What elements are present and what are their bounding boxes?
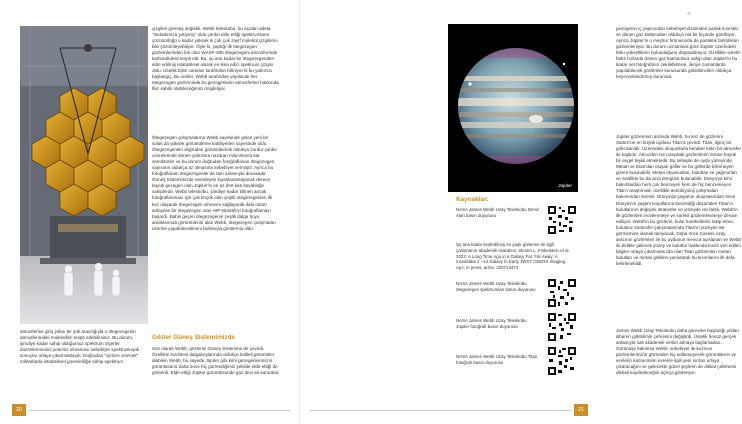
qr-code-icon[interactable] (547, 205, 577, 235)
sparkle-icon: ✦ (686, 11, 692, 18)
telescope-mirror-photo (20, 26, 148, 324)
left-column-top-paragraph: çizgileri görmüş değildik. Webb teleskobu, bu açıdan adeta "imdadımıza yetişmiş" oldu çünkü elde ettiği spektrumların çözünürlüğü o kadar yüksek ki çok çok zayıf molekül çizgilerini bile çözümleyebiliyor. Öyle ki, yaptığı ilk ötegezegen gözlemlerinden biri olan WASP-39b ötegezegeni atmosferinde karbondioksit tespit etti. Bu, şu ana kadar bir ötegezegenden elde edilmiş istatistiksel olarak en ikna edici spektrum çizgisi oldu. Üstelik bilim camiası tarafından bilmiyor ki bu yalnızca başlangıç. Bu veriler, Webb tarafından yapılacak her ötegezegen gözleminde bu gezegenlerin atmosferleri hakkında fikir sahibi olabileceğimizi müjdeliyor. (152, 26, 279, 92)
page-number-right: 21 (574, 404, 588, 416)
source-item: NASA James Webb Uzay Teleskobu Deniz Alan basın duyurusu (456, 207, 540, 218)
left-caption-paragraph: atmosferine giriş yılları bir yük aracılığıyla o ötegezegenin atmosferindeki molekülleri tespit edebilirsiniz. Bu durum, şimdiye kadar sahip olduğumuz spektrum ölçerler düzenlenmesini yetersiz olmaması sebebiyle spektroskopik sonuçlar ortaya çıkarmaktaydı. Doğrudan "içimize sinecek" miktarlarda istatistiksel güvenirliliğe sahip spektrum (20, 329, 140, 365)
qr-code-icon[interactable] (547, 312, 577, 342)
source-item: NASA James Webb Uzay Teleskobu Jüpiter fotoğrafı basın duyurusu (456, 318, 527, 329)
source-item: NASA James Webb Uzay Teleskobu ötegezegen spektrumları basın duyurusu (456, 281, 536, 292)
source-item: NASA James Webb Uzay Teleskobu Titan fotoğrafı basın duyurusu (456, 354, 538, 365)
footer-rule-left (28, 410, 290, 411)
right-column-mid-paragraph: Jüpiter gözleminin ardında Webb, bu kez de gözlerini Satürn'ün en büyük uydusu Titan'a çevirdi. Titan, ilginç bir gökcisimidir. Üzerindeki oluşumlarla beraber kalın bir atmosfer ile kaplıdır. Atmosferi ise uzaydaki gözlemlerin önüne büyük bir engel teşkil etmektedir. Bu sebeple de uydu yüzeyinde Metan ve Etan'dan oluşan göller ve bu göllerde bilinmeyen gizem bulunabilir. Metan okyanusları, buluttan ve yağmurları ve özellikle bu da azot döngüsü bulunabilir. Dünya'ya kimi bakımlardan hem çok benzeyen hem de hiç benzemeyen Titan'ı araştırmak, özellikle astrobiyoloji çalışmaları bakımından önemli. Dünya'da yaşamın oluşmasından önce Dünya'nın yaşam koşullarına benzediği düşünülen Titan'ın bulutlarının değişimi stratosfer ve yüzeyde ise farklı, Webb'in ilk gözlemleri incelenmeye ve sürekli gözlemlenmeye devam ediliyor. Webb'in bu gözlemi, bulut hareketlerini takip etme, bulutsuz stratosfer çalışmalarında Titan'ın yüzeyini ise görmemize olanak tanıyacak. Daha önce Cassini uzay aracının gözlemleri ile bu uydunun mevcut açıklanan ve Webb ile birlikte gelecek yüzey ve bulutlar hakkında kısıtlı veri edilen bilgiler ortaya çıkarmamızda olan Titan gözleminin metan bulutları ve metan göllerin yansıtarak bu kısımlarını ilk defa belirlenebildi. (616, 134, 742, 266)
telescope-illustration (20, 26, 148, 324)
left-column-mid-paragraph: Ötegezegen çalışmalarına Webb sayesinde gelen yeni bir soluk da yüksek görüntüleme kabiliyetleri sayesinde oldu. Ötegezegenleri doğrudan görüntülemek oldukça zordur çünkü cevrelerinde dönen yıldızlara nazaran milyonlarca kat sönüktürler ve bu durum doğrudan fotoğraflanan ötegezegen sayısının oldukça az olmasına sebebiyet vermiştir. Ayrıca bu fotoğraflanan ötegezegenler de tam anlamıyla devasadır. Güneş Sistemimizde neredeyse kıyaslanamayacak derece büyük gezegen olan Jüpiter'in en az dört katı büyüklüğe sahiplerdir. Webb teleskobu, şimdiye kadar bilinen ancak fotoğraflanması için çok küçük olan çeşitli ötegezegenleri ilk kez ulaşarak ötegezegen olmasını sağlayarak dahi onları anlaşılan bir ötegezegen olan HIP 65426b'yi fotoğraflamayı başardı. Bahsi geçen ötegezegenin çeşitli dalga boyu aralıklarında görüntülerini alan Webb, ötegezegen çalışmaları üzerine yapabileceklerini fazlasıyla göstermiş oldu. (152, 135, 277, 231)
qr-code-icon[interactable] (547, 278, 577, 308)
page-number-left: 20 (12, 404, 26, 416)
qr-code-icon[interactable] (547, 346, 577, 376)
sources-heading: Kaynaklar: (456, 196, 489, 203)
left-column-bottom-paragraph: Son olarak Webb, gözlerini Güneş Sistemine de çevirdi. Özellikle kızılötesi dalgaboylarında oldukça kaliteli görüntüler alabilen Webb, bu sayede Jüpiter gibi kimi gezegenlerimizin görüntüsünü daha önce hiç görmediğimiz şekilde elde ettiği de gösterdi. Elde ettiği Jüpiter görüntüsünde gaz devi ait auroralar, (152, 346, 280, 376)
left-page (0, 0, 300, 424)
footer-rule-right (310, 410, 572, 411)
solar-system-heading: Gözler Güneş Sistemimizde (152, 334, 235, 341)
jupiter-illustration (448, 24, 578, 192)
jupiter-photo (448, 24, 578, 192)
source-item: Şu ana kadar keşfedilmiş en yaşlı görkeme ile ilgili çalışmanın akademik makalesi: Steven L. Finkelstein et al. 2022: A Long Time Ago in a Galaxy Far, Far Away: A Candidate z ~14 Galaxy in Early JWST CEERS Imaging. ApJ, in press, arXiv: 220713474 (456, 242, 570, 271)
right-column-top-paragraph: gezegenin iç yapısından sebebiyet dizisinden parlak kısımlar ve dönen gaz kütlemaları oldukça net bir biçimde görülüyor. Ayrıca Jüpiter'in o meşhur fırtınasında da parlaklık farklılıkları gözlemleniyor. Bu durum uzmanlara göre Jüpiter üzerindeki farkı yükseltilerin bulunduğunu düşündürüyor. Özellikle süreklı farklı hızlarda dönen gaz katmanlara sahip olan Jüpiter'in bu kadar net fotoğrafının çekilebilmesi, ileriye zamanlarda yapılabilecek gözlemler konusunda gökbilimcileri oldukça heyecanlandırmış durumda. (616, 26, 741, 80)
jupiter-caption: Jüpiter (558, 183, 572, 188)
right-column-bottom-paragraph: James Webb Uzay Teleskobu daha görevine başladığı yıldan itibaren gökbilimin çehresini değiştirdi. Üstelik henüz gerçek anlamıyla salt akademik veriler almaya başlamadan... Görünüşe bakılırsa Webb, sebebiyet ile kozmos gözlemlerimizin gözünden hiç edilemeyecek görüntülerin ve verilerin kazanımları evrenle ilgili yeni sırrları ortaya çıkaracağını ve gelecekte güzel şeylerin de dikkat çekilmesi dikkati kaydedeceğini açıkça gösteriyor. (616, 328, 739, 376)
